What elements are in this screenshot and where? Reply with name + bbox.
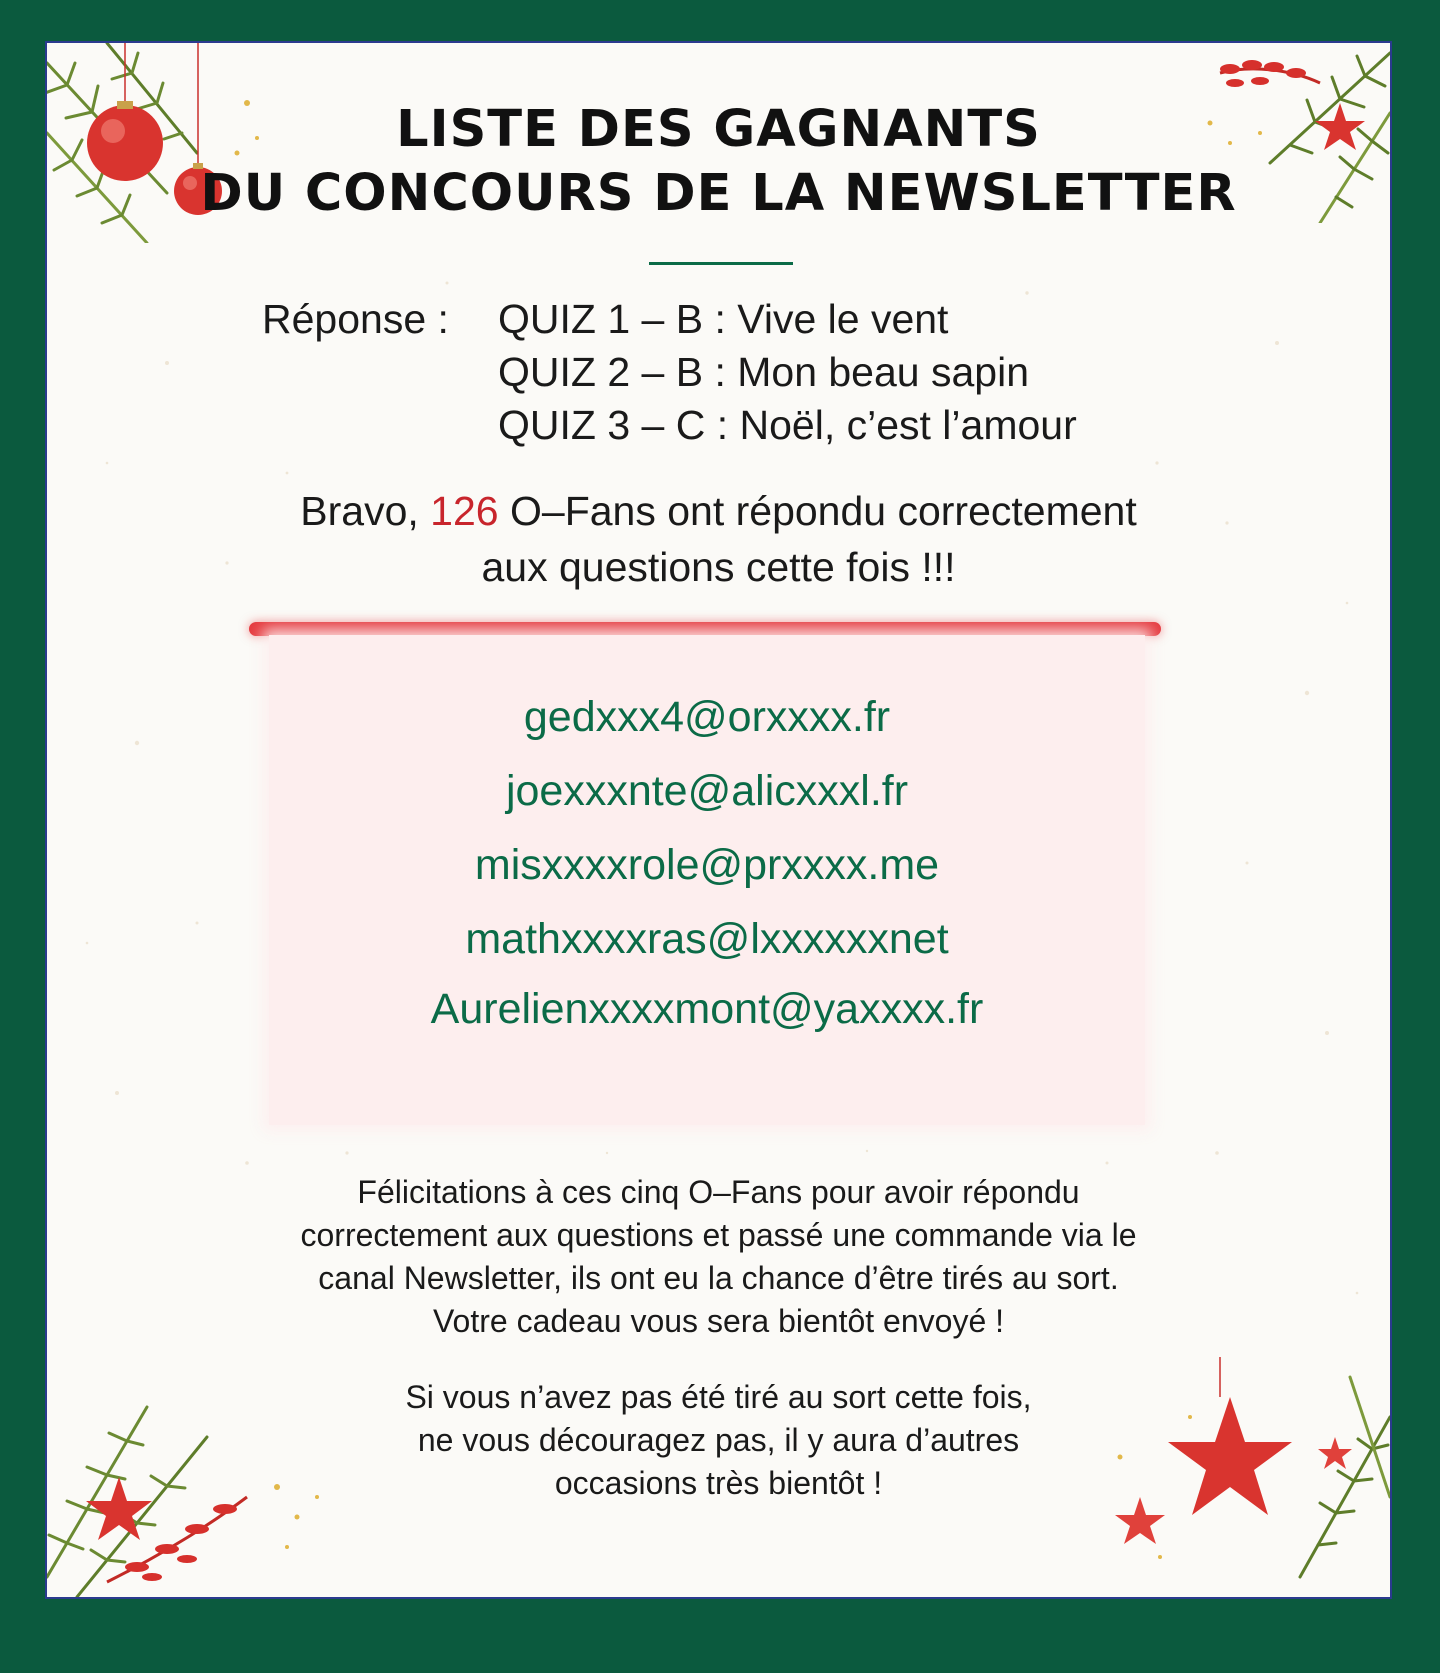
bravo-suffix: O–Fans ont répondu correctement xyxy=(510,488,1137,534)
winners-list xyxy=(269,635,1145,1125)
winner-email-4: mathxxxxras@lxxxxxxnet xyxy=(465,915,949,963)
announcement-card xyxy=(45,41,1392,1599)
red-berries-icon xyxy=(1220,60,1320,87)
encouragement-line-1: Si vous n’avez pas été tiré au sort cette fois, xyxy=(405,1379,1032,1415)
congrats-line-3: canal Newsletter, ils ont eu la chance d’être tirés au sort. xyxy=(318,1260,1119,1296)
bravo-message xyxy=(47,483,1390,595)
congrats-paragraph xyxy=(47,1171,1390,1343)
congrats-line-1: Félicitations à ces cinq O–Fans pour avoir répondu xyxy=(357,1174,1080,1210)
congrats-line-4: Votre cadeau vous sera bientôt envoyé ! xyxy=(432,1303,1005,1339)
correct-answer-count: 126 xyxy=(430,488,499,534)
encouragement-line-2: ne vous découragez pas, il y aura d’autres xyxy=(417,1422,1020,1458)
bravo-line-1 xyxy=(47,483,1390,539)
congrats-line-2: correctement aux questions et passé une commande via le xyxy=(300,1217,1137,1253)
winner-email-1: gedxxx4@orxxxx.fr xyxy=(523,693,891,741)
title-line-2: DU CONCOURS DE LA NEWSLETTER xyxy=(200,164,1237,223)
title-line-1: LISTE DES GAGNANTS xyxy=(396,100,1041,159)
winners-scroll-bar xyxy=(249,622,1161,636)
winner-email-5: Aurelienxxxxmont@yaxxxx.fr xyxy=(430,985,984,1033)
title-divider xyxy=(649,262,793,265)
quiz-answer-list xyxy=(498,293,1077,452)
encouragement-line-3: occasions très bientôt ! xyxy=(554,1465,883,1501)
quiz-answer-1: QUIZ 1 – B : Vive le vent xyxy=(498,296,949,342)
quiz-answer-3: QUIZ 3 – C : Noël, c’est l’amour xyxy=(498,402,1077,448)
winner-email-2: joexxxnte@alicxxxl.fr xyxy=(505,767,909,815)
answers-label: Réponse : xyxy=(262,296,449,342)
winner-email-3: misxxxxrole@prxxxx.me xyxy=(474,841,940,889)
encouragement-paragraph xyxy=(47,1376,1390,1505)
bravo-line-2: aux questions cette fois !!! xyxy=(481,544,956,590)
page-title xyxy=(47,98,1390,226)
quiz-answer-2: QUIZ 2 – B : Mon beau sapin xyxy=(498,349,1029,395)
bravo-prefix: Bravo, xyxy=(300,488,419,534)
